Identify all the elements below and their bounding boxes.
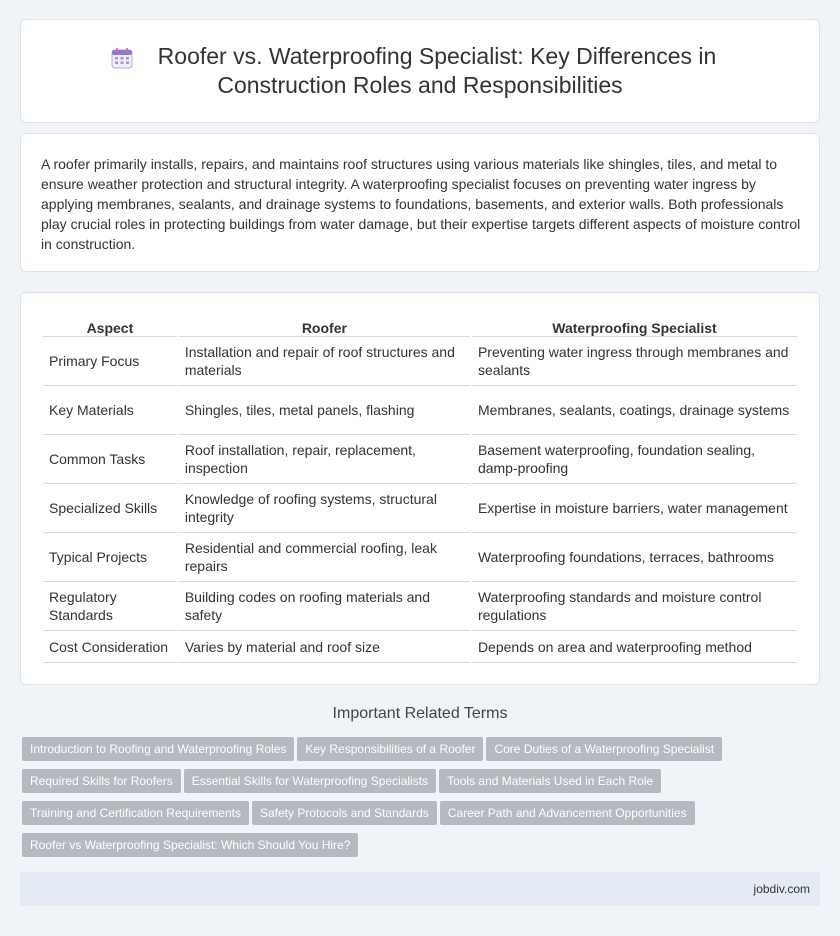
table-cell: Membranes, sealants, coatings, drainage systems: [472, 386, 797, 435]
table-cell: Typical Projects: [43, 533, 177, 582]
table-row: [43, 337, 797, 386]
table-row: [43, 435, 797, 484]
page-title: [124, 42, 717, 100]
table-cell: Varies by material and roof size: [179, 631, 470, 663]
related-term-tag[interactable]: Training and Certification Requirements: [22, 801, 249, 825]
related-term-tag[interactable]: Key Responsibilities of a Roofer: [297, 737, 483, 761]
page-title-line2: Construction Roles and Responsibilities: [217, 72, 623, 98]
related-term-tag[interactable]: Tools and Materials Used in Each Role: [439, 769, 661, 793]
table-cell: Cost Consideration: [43, 631, 177, 663]
table-cell: Expertise in moisture barriers, water management: [472, 484, 797, 533]
table-cell: Primary Focus: [43, 337, 177, 386]
comparison-table: [41, 315, 799, 663]
intro-card: [20, 133, 820, 272]
page-title-line1: Roofer vs. Waterproofing Specialist: Key Differences in: [157, 43, 717, 69]
table-row: [43, 582, 797, 631]
related-term-tag[interactable]: Essential Skills for Waterproofing Specialists: [184, 769, 436, 793]
related-terms-title: Important Related Terms: [332, 705, 508, 722]
footer-site-link[interactable]: jobdiv.com: [753, 882, 810, 896]
table-row: [43, 533, 797, 582]
table-cell: Preventing water ingress through membranes and sealants: [472, 337, 797, 386]
intro-paragraph: A roofer primarily installs, repairs, and maintains roof structures using various materials like shingles, tiles, and metal to ensure weather protection and structural integrity. A waterproofing specialist focuses on preventing water ingress by applying membranes, sealants, and drainage systems to foundations, basements, and exterior walls. Both professionals play crucial roles in protecting buildings from water damage, but their expertise targets different aspects of moisture control in construction.: [41, 156, 801, 252]
footer: [20, 872, 820, 906]
table-cell: Common Tasks: [43, 435, 177, 484]
table-row: [43, 484, 797, 533]
related-term-tag[interactable]: Introduction to Roofing and Waterproofing Roles: [22, 737, 294, 761]
header-waterproofing-specialist: Waterproofing Specialist: [472, 315, 797, 337]
related-term-tag[interactable]: Core Duties of a Waterproofing Specialist: [486, 737, 722, 761]
header-aspect: Aspect: [43, 315, 177, 337]
table-header-row: [43, 315, 797, 337]
table-cell: Shingles, tiles, metal panels, flashing: [179, 386, 470, 435]
comparison-table-card: [20, 292, 820, 685]
title-card: [20, 19, 820, 123]
table-cell: Basement waterproofing, foundation sealing, damp-proofing: [472, 435, 797, 484]
table-cell: Specialized Skills: [43, 484, 177, 533]
table-cell: Regulatory Standards: [43, 582, 177, 631]
table-cell: Depends on area and waterproofing method: [472, 631, 797, 663]
related-terms-tags: [22, 737, 822, 865]
table-cell: Building codes on roofing materials and safety: [179, 582, 470, 631]
table-row: [43, 631, 797, 663]
table-cell: Residential and commercial roofing, leak repairs: [179, 533, 470, 582]
table-cell: Waterproofing standards and moisture control regulations: [472, 582, 797, 631]
header-roofer: Roofer: [179, 315, 470, 337]
table-row: [43, 386, 797, 435]
table-cell: Knowledge of roofing systems, structural integrity: [179, 484, 470, 533]
related-term-tag[interactable]: Safety Protocols and Standards: [252, 801, 437, 825]
related-term-tag[interactable]: Career Path and Advancement Opportunities: [440, 801, 695, 825]
related-term-tag[interactable]: Roofer vs Waterproofing Specialist: Which Should You Hire?: [22, 833, 358, 857]
related-term-tag[interactable]: Required Skills for Roofers: [22, 769, 181, 793]
table-cell: Key Materials: [43, 386, 177, 435]
table-cell: Roof installation, repair, replacement, inspection: [179, 435, 470, 484]
table-cell: Installation and repair of roof structures and materials: [179, 337, 470, 386]
table-cell: Waterproofing foundations, terraces, bathrooms: [472, 533, 797, 582]
